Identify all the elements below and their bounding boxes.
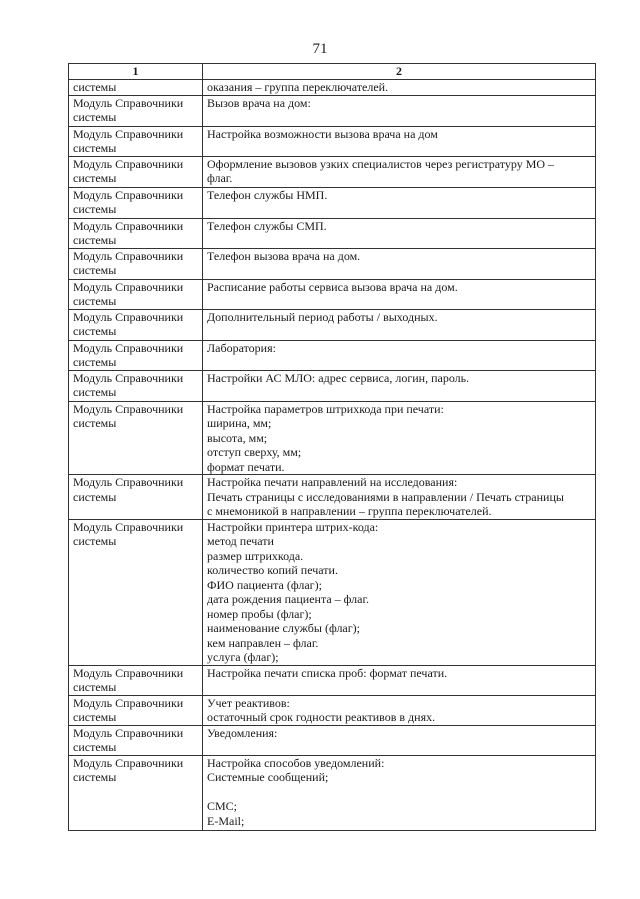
- table-row: [69, 519, 596, 665]
- description-text: количество копий печати.: [207, 563, 338, 577]
- description-text: E-Mail;: [207, 813, 245, 828]
- module-text: системы: [73, 416, 117, 430]
- module-cell: [69, 156, 203, 187]
- module-text: системы: [73, 324, 117, 338]
- module-text: Модуль Справочники: [73, 126, 184, 141]
- module-text: системы: [73, 202, 117, 216]
- description-cell: [203, 279, 596, 309]
- description-cell: [203, 695, 596, 725]
- module-text: Модуль Справочники: [73, 156, 184, 171]
- description-text: размер штрихкода.: [207, 548, 304, 563]
- module-text: системы: [73, 141, 117, 155]
- module-text: системы: [73, 740, 117, 754]
- module-text: Модуль Справочники: [73, 665, 184, 680]
- blank-line: [207, 785, 591, 800]
- description-text: отступ сверху, мм;: [207, 445, 302, 459]
- table-header-row: [69, 64, 596, 80]
- description-text: Настройки принтера штрих-кода:: [207, 519, 379, 534]
- module-text: Модуль Справочники: [73, 695, 184, 710]
- module-cell: [69, 370, 203, 401]
- description-cell: [203, 80, 596, 96]
- description-cell: [203, 309, 596, 340]
- module-cell: [69, 187, 203, 218]
- module-text: системы: [73, 710, 117, 724]
- description-text: Дополнительный период работы / выходных.: [207, 309, 438, 324]
- module-text: системы: [73, 80, 117, 94]
- module-text: системы: [73, 355, 117, 369]
- description-cell: [203, 665, 596, 695]
- module-text: Модуль Справочники: [73, 309, 184, 324]
- module-text: системы: [73, 680, 117, 694]
- description-text: дата рождения пациента – флаг.: [207, 592, 370, 606]
- description-text: Настройка печати направлений на исследования:: [207, 475, 458, 489]
- table-row: [69, 187, 596, 218]
- table-row: [69, 340, 596, 370]
- module-text: Модуль Справочники: [73, 187, 184, 202]
- module-cell: [69, 126, 203, 156]
- description-text: Телефон службы НМП.: [207, 187, 328, 202]
- module-cell: [69, 475, 203, 520]
- description-text: кем направлен – флаг.: [207, 635, 319, 650]
- module-cell: [69, 695, 203, 725]
- module-cell: [69, 248, 203, 279]
- module-cell: [69, 340, 203, 370]
- description-text: Расписание работы сервиса вызова врача на дом.: [207, 279, 458, 294]
- module-text: Модуль Справочники: [73, 279, 184, 294]
- description-text: формат печати.: [207, 459, 285, 474]
- module-text: системы: [73, 489, 117, 504]
- table-row: [69, 401, 596, 475]
- description-text: Печать страницы с исследованиями в направлении / Печать страницы: [207, 489, 564, 504]
- module-cell: [69, 665, 203, 695]
- description-cell: [203, 187, 596, 218]
- table-row: [69, 725, 596, 755]
- table-row: [69, 156, 596, 187]
- description-cell: [203, 218, 596, 248]
- module-text: Модуль Справочники: [73, 218, 184, 233]
- description-text: услуга (флаг);: [207, 650, 279, 664]
- module-text: Модуль Справочники: [73, 475, 184, 489]
- description-cell: [203, 156, 596, 187]
- module-text: системы: [73, 171, 117, 185]
- description-text: Настройки АС МЛО: адрес сервиса, логин, пароль.: [207, 370, 470, 385]
- module-cell: [69, 309, 203, 340]
- description-text: оказания – группа переключателей.: [207, 80, 389, 94]
- module-text: Модуль Справочники: [73, 401, 184, 416]
- description-text: Настройка параметров штрихкода при печати:: [207, 401, 444, 416]
- description-cell: [203, 755, 596, 830]
- module-text: системы: [73, 294, 117, 308]
- table-row: [69, 95, 596, 126]
- module-text: Модуль Справочники: [73, 340, 184, 355]
- module-cell: [69, 218, 203, 248]
- description-text: наименование службы (флаг);: [207, 621, 361, 635]
- description-text: ФИО пациента (флаг);: [207, 577, 322, 592]
- table-row: [69, 370, 596, 401]
- module-cell: [69, 725, 203, 755]
- description-text: остаточный срок годности реактивов в днях.: [207, 710, 436, 724]
- table-row: [69, 218, 596, 248]
- description-text: ширина, мм;: [207, 416, 272, 430]
- module-cell: [69, 401, 203, 475]
- description-cell: [203, 475, 596, 520]
- module-cell: [69, 279, 203, 309]
- module-text: системы: [73, 534, 117, 548]
- table-row: [69, 80, 596, 96]
- description-text: Настройка возможности вызова врача на дом: [207, 126, 438, 141]
- description-text: метод печати: [207, 534, 274, 548]
- module-text: Модуль Справочники: [73, 519, 184, 534]
- description-text: Уведомления:: [207, 725, 278, 740]
- table-row: [69, 248, 596, 279]
- module-cell: [69, 80, 203, 96]
- table-row: [69, 475, 596, 520]
- module-text: системы: [73, 385, 117, 399]
- description-cell: [203, 401, 596, 475]
- module-cell: [69, 755, 203, 830]
- description-text: Учет реактивов:: [207, 695, 290, 710]
- description-text: номер пробы (флаг);: [207, 606, 312, 621]
- description-cell: [203, 95, 596, 126]
- description-text: СМС;: [207, 799, 238, 813]
- module-text: Модуль Справочники: [73, 725, 184, 740]
- module-text: Модуль Справочники: [73, 370, 184, 385]
- module-text: системы: [73, 770, 117, 784]
- description-text: Оформление вызовов узких специалистов через регистратуру МО –: [207, 156, 555, 171]
- module-text: Модуль Справочники: [73, 755, 184, 770]
- description-cell: [203, 126, 596, 156]
- description-text: Телефон службы СМП.: [207, 218, 327, 233]
- column-header-1: 1: [69, 64, 203, 80]
- page-number: 71: [312, 41, 328, 57]
- description-cell: [203, 725, 596, 755]
- table-row: [69, 755, 596, 830]
- requirements-table: [68, 63, 596, 831]
- module-cell: [69, 519, 203, 665]
- description-cell: [203, 370, 596, 401]
- module-text: системы: [73, 233, 117, 247]
- module-text: Модуль Справочники: [73, 248, 184, 263]
- table-row: [69, 309, 596, 340]
- table-row: [69, 665, 596, 695]
- module-text: системы: [73, 263, 117, 277]
- description-cell: [203, 248, 596, 279]
- description-text: флаг.: [207, 171, 233, 185]
- table-row: [69, 279, 596, 309]
- module-text: системы: [73, 110, 117, 124]
- description-text: Настройка способов уведомлений:: [207, 755, 385, 770]
- module-cell: [69, 95, 203, 126]
- module-text: Модуль Справочники: [73, 95, 184, 110]
- description-text: Лаборатория:: [207, 340, 276, 355]
- table-row: [69, 126, 596, 156]
- description-text: Системные сообщений;: [207, 770, 329, 784]
- description-text: с мнемоникой в направлении – группа переключателей.: [207, 504, 492, 518]
- description-text: Настройка печати списка проб: формат печати.: [207, 665, 448, 680]
- description-text: Вызов врача на дом:: [207, 95, 311, 110]
- description-cell: [203, 519, 596, 665]
- description-text: Телефон вызова врача на дом.: [207, 248, 361, 263]
- column-header-2: 2: [203, 64, 596, 80]
- table-row: [69, 695, 596, 725]
- description-cell: [203, 340, 596, 370]
- description-text: высота, мм;: [207, 430, 268, 445]
